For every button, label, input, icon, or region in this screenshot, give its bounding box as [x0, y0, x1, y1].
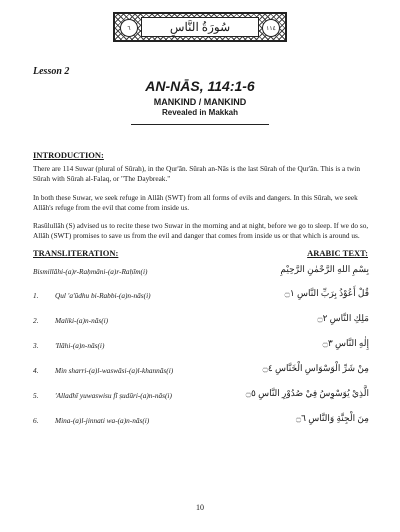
verse-arabic: إِلٰهِ النَّاسِ ۝٣: [322, 338, 369, 348]
title-divider: [131, 124, 269, 125]
verse-row-3: [33, 338, 369, 354]
verse-number: 1.: [33, 291, 39, 300]
verse-number: 3.: [33, 341, 39, 350]
verse-row-1: [33, 288, 369, 304]
verse-arabic: مَلِكِ النَّاسِ ۝٢: [317, 313, 369, 323]
verse-transliteration: Min sharri-(a)l-waswāsi-(a)l-khannās(i): [55, 366, 174, 375]
verse-transliteration: Mina-(a)l-jinnati wa-(a)n-nās(i): [55, 416, 150, 425]
lesson-label: Lesson 2: [33, 66, 70, 77]
intro-paragraph-3: Rasūlullāh (S) advised us to recite these two Suwar in the morning and at night, before we go to sleep. If we do so, Allāh (SWT) promises to save us from the evil and danger that comes from inside us or that which is around us.: [33, 221, 369, 240]
verse-transliteration: 'Alladhī yuwaswisu fī ṣudūri-(a)n-nās(i): [55, 391, 172, 400]
verse-arabic: مِنْ شَرِّ الْوَسْوَاسِ الْخَنَّاسِ ۝٤: [262, 363, 369, 373]
verse-number: 2.: [33, 316, 39, 325]
page-subtitle: MANKIND / MANKIND: [153, 97, 247, 107]
verse-transliteration: Maliki-(a)n-nās(i): [55, 316, 109, 325]
surah-title-banner: [113, 12, 287, 42]
banner-arabic-title: سُورَةُ النَّاسِ: [141, 17, 259, 37]
verse-transliteration: Qul 'a'ūdhu bi-Rabbi-(a)n-nās(i): [55, 291, 151, 300]
verse-arabic: قُلْ أَعُوْذُ بِرَبِّ النَّاسِ ۝١: [284, 288, 369, 298]
verse-row-2: [33, 313, 369, 329]
verse-transliteration: Bismillāhi-(a)r-Raḥmāni-(a)r-Raḥīm(i): [33, 267, 148, 276]
introduction-heading: INTRODUCTION:: [33, 150, 104, 160]
verse-arabic: الَّذِيْ يُوَسْوِسُ فِيْ صُدُوْرِ النَّاسِ ۝٥: [245, 388, 369, 398]
surah-number-medallion: ١١٤: [262, 19, 280, 37]
verse-count-medallion: ٦: [120, 19, 138, 37]
intro-paragraph-1: There are 114 Suwar (plural of Sūrah), in the Qur'ān. Sūrah an-Nās is the last Sūrah of the Qur'ān. This is a twin Sūrah with Sūrah al-Falaq, or "The Daybreak.": [33, 164, 361, 183]
arabic-text-heading: ARABIC TEXT:: [307, 248, 368, 258]
verse-row-4: [33, 363, 369, 379]
revelation-note: Revealed in Makkah: [161, 108, 239, 117]
verse-row-basmala: [33, 264, 369, 280]
page-title: AN-NĀS, 114:1-6: [145, 78, 255, 94]
verse-arabic: مِنَ الْجِنَّةِ وَالنَّاسِ ۝٦: [295, 413, 369, 423]
verse-transliteration: 'Ilāhi-(a)n-nās(i): [55, 341, 105, 350]
page-number: 10: [196, 503, 204, 512]
verse-number: 4.: [33, 366, 39, 375]
intro-paragraph-2: In both these Suwar, we seek refuge in Allāh (SWT) from all forms of evils and dangers. In this Sūrah, we seek Allāh's refuge from the evil that come from inside us.: [33, 193, 358, 212]
transliteration-heading: TRANSLITERATION:: [33, 248, 119, 258]
verse-row-5: [33, 388, 369, 404]
verse-number: 5.: [33, 391, 39, 400]
verse-arabic: بِسْمِ اللهِ الرَّحْمٰنِ الرَّحِيْمِ: [280, 264, 369, 274]
verse-row-6: [33, 413, 369, 429]
verse-number: 6.: [33, 416, 39, 425]
